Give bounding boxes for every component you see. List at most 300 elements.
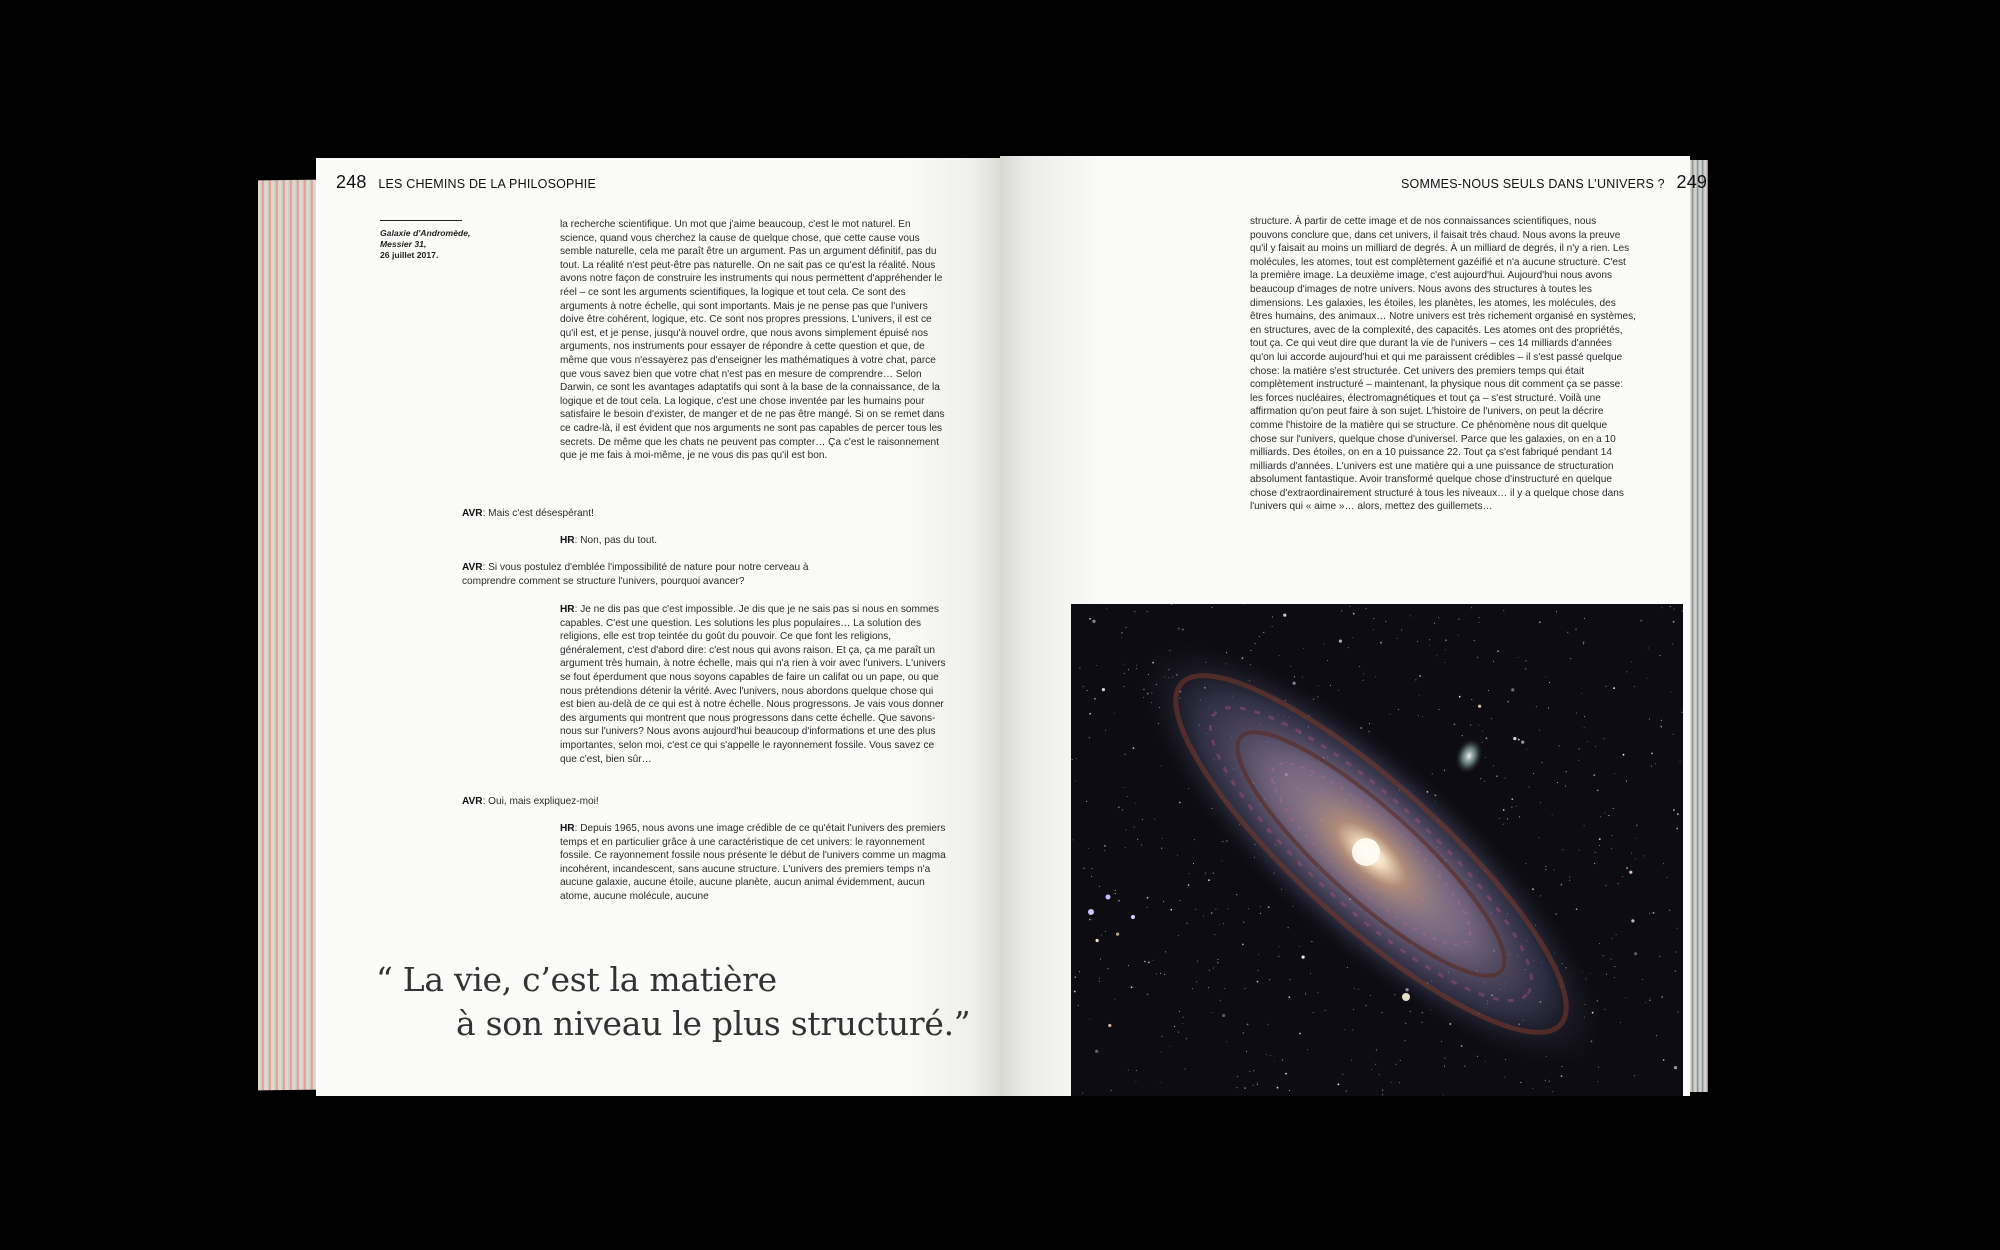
star xyxy=(1096,939,1099,942)
star xyxy=(1545,1080,1546,1081)
star xyxy=(1482,742,1483,743)
star xyxy=(1497,650,1499,652)
star xyxy=(1667,877,1668,878)
star xyxy=(1570,658,1571,659)
star xyxy=(1631,661,1632,662)
star xyxy=(1479,622,1480,623)
dialog-text: : Depuis 1965, nous avons une image crédible de ce qu'était l'univers des premiers temps et en particulier grâce à une caractéristique de cet univers: le rayonnement fossile. Ce rayonnement fossile nous présente le début de l'univers comme un magma incohérent, incandescent, sans aucune structure. L'univers des premiers temps n'a aucune galaxie, aucune étoile, aucune planète, aucun animal évidemment, aucun atome, aucune molécule, aucune xyxy=(560,823,946,902)
star xyxy=(1371,1069,1372,1070)
star xyxy=(1649,913,1650,914)
star xyxy=(1195,909,1196,910)
star xyxy=(1359,666,1360,667)
star xyxy=(1128,1070,1129,1071)
star xyxy=(1338,690,1339,691)
star xyxy=(1669,910,1670,911)
left-body-text xyxy=(560,218,946,463)
star xyxy=(1162,1036,1163,1037)
star xyxy=(1257,981,1259,983)
star xyxy=(1305,994,1306,995)
star xyxy=(1290,979,1291,980)
star xyxy=(1505,778,1506,779)
star xyxy=(1552,815,1553,816)
star xyxy=(1091,876,1092,877)
star xyxy=(1128,965,1129,966)
star xyxy=(1396,1064,1397,1065)
star xyxy=(1105,730,1106,731)
star xyxy=(1682,712,1683,713)
star xyxy=(1208,879,1210,881)
left-running-header xyxy=(336,172,596,193)
star xyxy=(1584,618,1585,619)
star xyxy=(1215,909,1216,910)
star xyxy=(1123,787,1124,788)
star xyxy=(1147,611,1148,612)
star xyxy=(1631,853,1632,854)
star xyxy=(1474,640,1475,641)
star xyxy=(1444,1066,1445,1067)
caption-line: 26 juillet 2017. xyxy=(380,250,439,260)
star xyxy=(1318,685,1319,686)
star xyxy=(1222,841,1223,842)
star xyxy=(1127,796,1128,797)
star xyxy=(1370,995,1371,996)
star xyxy=(1266,1054,1267,1055)
star xyxy=(1208,987,1209,988)
star xyxy=(1257,1082,1258,1083)
star xyxy=(1259,636,1260,637)
star xyxy=(1353,613,1355,615)
star xyxy=(1549,1081,1550,1082)
star xyxy=(1539,837,1540,838)
speaker: AVR xyxy=(462,796,483,807)
star xyxy=(1518,657,1519,658)
star xyxy=(1118,900,1120,902)
star xyxy=(1126,627,1127,628)
star xyxy=(1584,825,1585,826)
star xyxy=(1375,1064,1376,1065)
star xyxy=(1597,790,1599,792)
star xyxy=(1599,943,1600,944)
star xyxy=(1250,650,1251,651)
star xyxy=(1391,1082,1392,1083)
star xyxy=(1122,809,1123,810)
star xyxy=(1634,1075,1635,1076)
star xyxy=(1635,858,1636,859)
star xyxy=(1087,690,1088,691)
star xyxy=(1177,855,1178,856)
star xyxy=(1089,713,1091,715)
star xyxy=(1164,974,1165,975)
star xyxy=(1634,952,1637,955)
star xyxy=(1418,715,1419,716)
star xyxy=(1179,900,1180,901)
dialog-line xyxy=(560,534,946,548)
star xyxy=(1660,655,1661,656)
star xyxy=(1376,1050,1377,1051)
star xyxy=(1196,981,1197,982)
star xyxy=(1529,787,1530,788)
speaker: HR xyxy=(560,823,575,834)
star xyxy=(1590,973,1591,974)
dialog-line xyxy=(560,603,946,766)
star xyxy=(1270,1055,1271,1056)
star xyxy=(1299,1033,1301,1035)
star xyxy=(1089,737,1090,738)
dialog-line xyxy=(560,822,946,904)
star xyxy=(1673,621,1675,623)
star xyxy=(1486,737,1488,739)
star xyxy=(1125,754,1126,755)
star xyxy=(1121,632,1123,634)
star xyxy=(1126,830,1127,831)
star xyxy=(1444,770,1445,771)
star xyxy=(1405,1023,1406,1024)
star xyxy=(1626,781,1627,782)
star xyxy=(1324,643,1325,644)
star xyxy=(1154,819,1155,820)
star xyxy=(1278,956,1279,957)
star xyxy=(1634,686,1635,687)
star xyxy=(1471,699,1472,700)
star xyxy=(1178,1032,1179,1033)
star xyxy=(1116,933,1119,936)
star xyxy=(1511,688,1514,691)
star xyxy=(1363,673,1364,674)
pull-quote-line-2: à son niveau le plus structuré.” xyxy=(456,1004,971,1043)
star xyxy=(1317,992,1318,993)
star xyxy=(1557,782,1558,783)
star xyxy=(1160,1082,1161,1083)
star xyxy=(1182,629,1184,631)
star xyxy=(1612,835,1613,836)
star xyxy=(1651,766,1652,767)
star xyxy=(1249,1071,1250,1072)
star xyxy=(1182,1023,1183,1024)
star xyxy=(1553,870,1554,871)
star xyxy=(1567,632,1568,633)
star xyxy=(1288,996,1290,998)
star xyxy=(1521,741,1524,744)
star xyxy=(1576,908,1578,910)
star xyxy=(1503,824,1504,825)
star xyxy=(1400,1060,1401,1061)
star xyxy=(1255,643,1256,644)
star xyxy=(1258,954,1259,955)
star xyxy=(1613,808,1614,809)
star xyxy=(1503,809,1505,811)
star xyxy=(1114,713,1115,714)
star xyxy=(1519,816,1520,817)
star xyxy=(1136,665,1137,666)
right-body-text xyxy=(1250,215,1636,514)
star xyxy=(1438,617,1439,618)
star xyxy=(1185,1069,1186,1070)
star xyxy=(1089,618,1091,620)
star xyxy=(1228,908,1229,909)
star xyxy=(1429,639,1430,640)
star xyxy=(1546,866,1547,867)
star xyxy=(1350,606,1351,607)
star xyxy=(1137,839,1138,840)
star xyxy=(1134,827,1135,828)
star xyxy=(1461,1045,1463,1047)
star xyxy=(1381,1012,1382,1013)
star xyxy=(1445,639,1447,641)
star xyxy=(1539,621,1541,623)
star xyxy=(1101,935,1102,936)
star xyxy=(1260,906,1261,907)
star xyxy=(1660,726,1662,728)
star xyxy=(1576,629,1577,630)
star xyxy=(1583,643,1584,644)
star xyxy=(1236,894,1237,895)
dialog-line xyxy=(462,795,942,809)
star xyxy=(1213,968,1214,969)
star xyxy=(1507,701,1509,703)
star xyxy=(1583,641,1585,643)
star xyxy=(1141,844,1142,845)
star xyxy=(1083,867,1085,869)
star xyxy=(1074,991,1076,993)
star xyxy=(1279,655,1280,656)
star xyxy=(1257,1084,1258,1085)
left-page-number: 248 xyxy=(336,172,367,192)
star xyxy=(1603,955,1604,956)
star xyxy=(1174,1026,1175,1027)
star xyxy=(1288,927,1289,928)
star xyxy=(1136,1070,1137,1071)
star xyxy=(1493,661,1494,662)
star xyxy=(1076,758,1077,759)
star xyxy=(1133,747,1135,749)
star xyxy=(1352,637,1353,638)
star xyxy=(1161,1052,1162,1053)
star xyxy=(1170,909,1172,911)
star xyxy=(1636,825,1638,827)
star xyxy=(1569,877,1570,878)
star xyxy=(1662,607,1663,608)
star xyxy=(1595,746,1596,747)
star xyxy=(1677,1011,1678,1012)
star xyxy=(1344,1029,1345,1030)
star xyxy=(1401,629,1402,630)
star xyxy=(1178,935,1179,936)
star xyxy=(1565,786,1566,787)
star xyxy=(1513,737,1516,740)
star xyxy=(1305,993,1306,994)
star xyxy=(1243,1033,1244,1034)
star xyxy=(1663,863,1664,864)
star xyxy=(1124,673,1125,674)
star xyxy=(1187,923,1188,924)
star xyxy=(1548,708,1549,709)
star xyxy=(1147,907,1148,908)
star xyxy=(1480,778,1481,779)
star xyxy=(1341,610,1342,611)
star xyxy=(1459,696,1461,698)
star xyxy=(1128,669,1129,670)
star xyxy=(1614,977,1615,978)
star xyxy=(1611,848,1612,849)
star xyxy=(1108,1024,1111,1027)
star xyxy=(1613,687,1615,689)
star xyxy=(1211,1012,1212,1013)
star xyxy=(1243,922,1244,923)
star xyxy=(1346,1091,1347,1092)
star xyxy=(1212,607,1213,608)
image-caption xyxy=(380,228,490,261)
star xyxy=(1285,1073,1287,1075)
star xyxy=(1089,1019,1090,1020)
star xyxy=(1088,848,1089,849)
right-page-number: 249 xyxy=(1676,172,1708,192)
star xyxy=(1354,988,1355,989)
star xyxy=(1156,973,1157,974)
star xyxy=(1525,863,1526,864)
star xyxy=(1499,818,1500,819)
star xyxy=(1074,976,1076,978)
star xyxy=(1604,813,1605,814)
star xyxy=(1505,1059,1506,1060)
star xyxy=(1236,1087,1237,1088)
star xyxy=(1581,693,1582,694)
page-edges-left xyxy=(258,180,320,1091)
star xyxy=(1429,646,1430,647)
star xyxy=(1072,839,1073,840)
star xyxy=(1205,872,1206,873)
star xyxy=(1248,908,1249,909)
star xyxy=(1673,734,1674,735)
star xyxy=(1124,664,1125,665)
star xyxy=(1536,706,1537,707)
star xyxy=(1211,912,1213,914)
star xyxy=(1161,765,1162,766)
star xyxy=(1104,845,1106,847)
star xyxy=(1653,912,1655,914)
star xyxy=(1598,1067,1599,1068)
star xyxy=(1677,928,1678,929)
star xyxy=(1079,971,1080,972)
star xyxy=(1186,1038,1187,1039)
star xyxy=(1397,638,1398,639)
star xyxy=(1593,774,1595,776)
star xyxy=(1503,610,1504,611)
star xyxy=(1153,960,1154,961)
star xyxy=(1562,849,1563,850)
star xyxy=(1545,869,1546,870)
star xyxy=(1099,981,1100,982)
star xyxy=(1655,763,1656,764)
star xyxy=(1244,1087,1246,1089)
star xyxy=(1339,640,1342,643)
star xyxy=(1606,974,1607,975)
star xyxy=(1518,739,1520,741)
star xyxy=(1618,883,1619,884)
star xyxy=(1307,1049,1308,1050)
star xyxy=(1272,617,1273,618)
star xyxy=(1419,695,1420,696)
star xyxy=(1099,886,1100,887)
speaker: HR xyxy=(560,535,575,546)
star xyxy=(1348,647,1349,648)
star xyxy=(1437,655,1438,656)
star xyxy=(1290,666,1291,667)
star xyxy=(1584,727,1585,728)
star xyxy=(1485,1061,1486,1062)
star xyxy=(1258,970,1259,971)
star xyxy=(1458,635,1459,636)
star xyxy=(1385,621,1386,622)
star xyxy=(1147,993,1149,995)
star xyxy=(1576,713,1577,714)
star xyxy=(1626,867,1628,869)
star xyxy=(1410,615,1411,616)
star xyxy=(1294,676,1295,677)
andromeda-galaxy-photo xyxy=(1071,604,1683,1096)
star xyxy=(1484,781,1485,782)
star xyxy=(1369,723,1370,724)
star xyxy=(1134,611,1135,612)
speaker: AVR xyxy=(462,508,483,519)
star xyxy=(1162,838,1163,839)
star xyxy=(1649,1000,1650,1001)
star xyxy=(1242,944,1244,946)
star xyxy=(1083,686,1084,687)
caption-line: Messier 31, xyxy=(380,239,427,249)
intro-paragraph: la recherche scientifique. Un mot que j'aime beaucoup, c'est le mot naturel. En science, quand vous cherchez la cause de quelque chose, que cette cause vous semble naturelle, cela me paraît être un argument. Pas un argument définitif, pas du tout. La réalité n'est peut-être pas naturelle. On ne sait pas ce qu'est la réalité. Nous avons notre façon de construire les instruments qui nous permettent d'appréhender le réel – ce sont les arguments scientifiques, la logique et tout cela. Ce sont des arguments à notre échelle, qui sont importants. Mais je ne pense pas que l'univers doive être cohérent, logique, etc. Ce sont nos propres pressions. L'univers, il est ce qu'il est, et je pense, jusqu'à nouvel ordre, que nous avons simplement épuisé nos arguments, nos instruments pour essayer de répondre à cette question et que, de même que vous n'essayerez pas d'enseigner les mathématiques à votre chat, parce que vous savez bien que votre chat n'est pas en mesure de comprendre… Selon Darwin, ce sont les avantages adaptatifs qui sont à la base de la connaissance, de la logique et de tout cela. La logique, c'est une chose inventée par les humains pour satisfaire le besoin d'exister, de manger et de ne pas être mangé. Si on se remet dans ce cadre-là, il est évident que nos arguments ne sont pas capables de percer tous les secrets. De même que les chats ne peuvent pas compter… Ça c'est le raisonnement que je me fais à moi-même, je ne vous dis pas qu'il est bon. xyxy=(560,219,945,462)
star xyxy=(1561,884,1563,886)
star xyxy=(1491,718,1492,719)
star xyxy=(1485,757,1486,758)
star xyxy=(1163,901,1164,902)
star xyxy=(1086,801,1087,802)
star xyxy=(1676,952,1677,953)
star xyxy=(1616,934,1617,935)
star xyxy=(1682,611,1683,612)
dialog-text: : Mais c'est désespérant! xyxy=(482,508,594,519)
star xyxy=(1525,668,1526,669)
star xyxy=(1100,959,1101,960)
star xyxy=(1526,749,1527,750)
star xyxy=(1096,665,1097,666)
star xyxy=(1373,629,1374,630)
star xyxy=(1123,686,1124,687)
star xyxy=(1539,730,1540,731)
star xyxy=(1493,765,1494,766)
star xyxy=(1659,956,1660,957)
star xyxy=(1148,962,1150,964)
star xyxy=(1192,988,1193,989)
star xyxy=(1183,1017,1184,1018)
star xyxy=(1620,1022,1621,1023)
dialog-line xyxy=(462,507,942,521)
star xyxy=(1569,880,1570,881)
star xyxy=(1375,676,1376,677)
star xyxy=(1224,988,1225,989)
star xyxy=(1673,809,1675,811)
star xyxy=(1399,1082,1400,1083)
star xyxy=(1188,884,1190,886)
star xyxy=(1226,1041,1227,1042)
star xyxy=(1445,649,1446,650)
star xyxy=(1246,1051,1247,1052)
star xyxy=(1277,1087,1279,1089)
star xyxy=(1247,1024,1249,1026)
star xyxy=(1147,897,1149,899)
star xyxy=(1338,1084,1340,1086)
star xyxy=(1189,873,1190,874)
star xyxy=(1410,1011,1411,1012)
